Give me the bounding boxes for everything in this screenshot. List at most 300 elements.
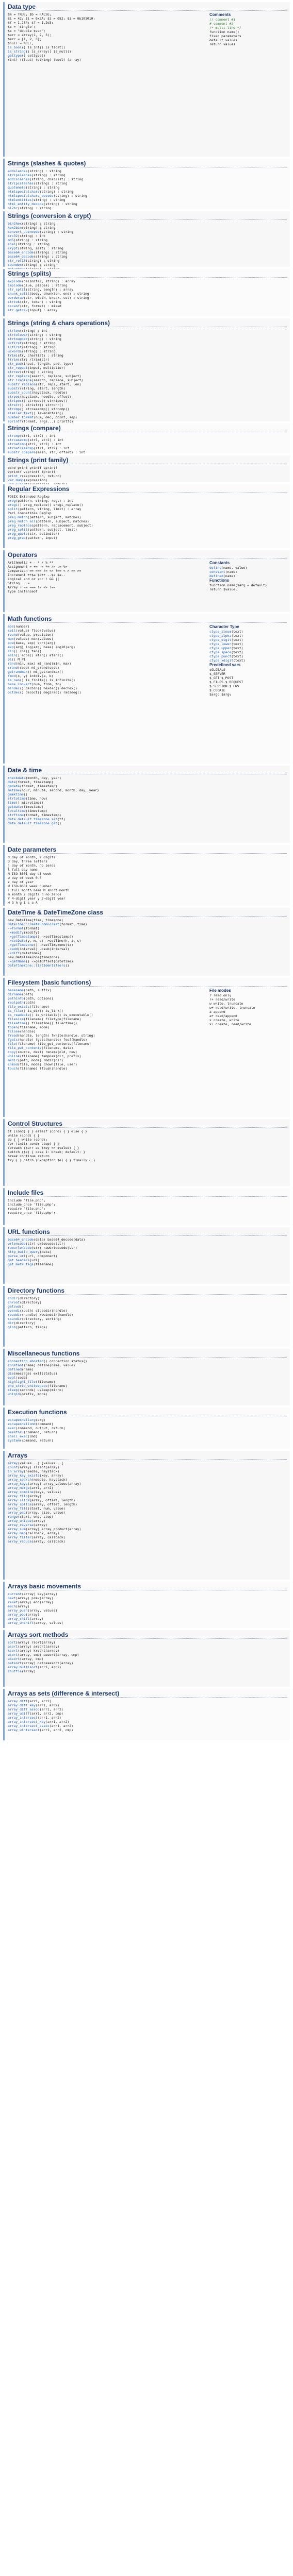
code-line: range(start, end, step) <box>8 1515 54 1519</box>
code-line: r+ read/write <box>209 997 236 1002</box>
code-line: array_fill(start, num, value) <box>8 1506 66 1511</box>
section-title: Strings (slashes & quotes) <box>8 160 287 167</box>
code-line: highlight_file(filename) <box>8 1380 56 1384</box>
code-line: uksort(array, cmp) <box>8 1657 44 1661</box>
code-line: Assignment = += -= *= /= .= %= <box>8 565 68 569</box>
code-line: date_default_timezone_get() <box>8 821 61 825</box>
code-line: scandir(directory, sorting) <box>8 1317 61 1321</box>
code-line: strtoupper(string) : string <box>8 337 61 341</box>
code-line: var_dump(expression) <box>8 478 47 482</box>
code-line: # comment #2 <box>209 22 234 26</box>
left-column <box>8 1296 287 1329</box>
code-line: bindec() decbin() hexdec() dechex() <box>8 686 77 690</box>
code-line: w write, truncate <box>209 1002 243 1006</box>
code-line: gmdate(format, timestamp) <box>8 784 58 788</box>
code-line: foreach ($arr as $key => $value) { } <box>8 1146 79 1150</box>
code-line: try { } catch (Exception $e) { } finally { } <box>8 1158 95 1162</box>
code-line: opendir(path) closedir(handle) <box>8 1309 68 1313</box>
code-line: ctype_lower(text) <box>209 642 243 646</box>
code-line: ctype_digit(text) <box>209 638 243 642</box>
code-line: array_filter(array, callback) <box>8 1535 66 1539</box>
left-column <box>8 988 206 1071</box>
code-line: DateTimeZone::listIdentifiers() <box>8 963 70 968</box>
code-line: wordwrap(str, width, break, cut) : string <box>8 296 89 300</box>
code-line: ereg(pattern, string, regs) : int <box>8 499 73 503</box>
code-line: php_strip_whitespace(filename) <box>8 1384 68 1388</box>
section-title: Strings (conversion & crypt) <box>8 212 287 220</box>
code-line: ctype_alpha(text) <box>209 634 243 638</box>
section-control-structures <box>3 1119 290 1186</box>
code-line: preg_quote(str, delimiter) <box>8 532 60 536</box>
right-column <box>209 624 287 697</box>
code-line: do { } while (cond); <box>8 1138 47 1142</box>
code-line: Constants <box>209 561 230 565</box>
code-line: array_push(array, values) <box>8 1608 58 1613</box>
section-date-time <box>3 766 290 843</box>
section-strings-conversion-crypt <box>3 211 290 267</box>
code-line: gmmktime() <box>8 792 28 796</box>
code-line: l full day name <box>8 868 38 872</box>
code-line: sha1(string) : string <box>8 242 50 246</box>
code-line: array_intersect(arr1, arr2) <box>8 1716 61 1720</box>
code-line: while (cond) { } <box>8 1133 40 1138</box>
code-line: H G h g i s a A <box>8 901 38 905</box>
left-column <box>8 1640 287 1673</box>
code-line: /* multi-line */ <box>209 26 241 30</box>
left-column <box>8 222 287 271</box>
left-column <box>8 1699 287 1732</box>
code-line: z day of year <box>8 880 34 884</box>
code-line: $arr = array(1, 2, 3); <box>8 33 52 37</box>
code-line: strlen(string) : int <box>8 329 47 333</box>
code-line: base64_encode(data) base64_decode(data) <box>8 1238 86 1242</box>
code-line: pathinfo(path, options) <box>8 996 54 1001</box>
code-line: F full month name M short month <box>8 888 70 892</box>
right-column <box>209 988 287 1071</box>
code-line: array(values...) [values...] <box>8 1461 63 1465</box>
code-line: array_reverse(array) <box>8 1523 47 1527</box>
code-line: ->add(interval) ->sub(interval) <box>8 947 70 951</box>
code-line: quotemeta(string) : string <box>8 185 60 190</box>
code-line: fmod(x, y) intdiv(a, b) <box>8 674 54 678</box>
code-line: m month 2 digits n no zeros <box>8 892 61 896</box>
code-line: return values <box>209 42 236 46</box>
code-line: date_default_timezone_set(tz) <box>8 817 66 821</box>
code-line: Functions <box>209 578 230 583</box>
right-column <box>209 12 287 62</box>
code-line: defined(name) <box>8 1367 34 1371</box>
section-title: Filesystem (basic functions) <box>8 979 287 987</box>
code-line: similar_text() levenshtein() <box>8 411 63 415</box>
code-line: sin() cos() tan() <box>8 649 42 653</box>
code-line: substr_replace(str, repl, start, len) <box>8 382 82 386</box>
code-line: array_unshift(array, values) <box>8 1621 63 1625</box>
code-line: fgets(handle) fgetc(handle) feof(handle) <box>8 1038 87 1042</box>
code-line: new DateTime(time, timezone) <box>8 918 63 922</box>
code-line: stripslashes(string) : string <box>8 173 66 177</box>
section-operators <box>3 550 290 612</box>
code-line: base64_encode(string) : string <box>8 250 68 255</box>
section-title: Arrays as sets (difference & intersect) <box>8 1690 287 1698</box>
code-line: filesize(filename) filetype(filename) <box>8 1017 82 1021</box>
code-line: ctype_upper(text) <box>209 646 243 650</box>
section-strings-compare <box>3 423 290 453</box>
code-line: mkdir(path, mode) rmdir(dir) <box>8 1058 63 1062</box>
code-line: break continue return <box>8 1154 50 1158</box>
section-datetime-datetimezone-class <box>3 908 290 976</box>
code-line: ->diff(datetime2) <box>8 951 42 955</box>
code-line: String . .= <box>8 581 30 585</box>
code-line: chroot(directory) <box>8 1300 42 1304</box>
left-column <box>8 1461 287 1544</box>
code-line: Y 4-digit year y 2-digit year <box>8 896 66 901</box>
code-line: file_exists(filename) <box>8 1005 50 1009</box>
code-line: getcwd() <box>8 1304 24 1309</box>
code-line: substr_compare(main, str, offset) : int <box>8 450 86 454</box>
left-column <box>8 329 287 423</box>
code-line: vprintf vsprintf fprintf <box>8 470 56 474</box>
left-column <box>8 1359 287 1396</box>
code-line: w day of week 0-6 <box>8 876 42 880</box>
code-line: ->modify(modify) <box>8 930 40 935</box>
code-line: max(values) min(values) <box>8 637 54 641</box>
code-line: $f = 1.234; $f = 1.2e3; <box>8 21 54 25</box>
code-line: implode(glue, pieces) : string <box>8 283 68 287</box>
code-line: array_splice(array, offset, length) <box>8 1502 77 1506</box>
section-arrays-sort-methods <box>3 1630 290 1687</box>
code-line: preg_split(pattern, subject, limit) <box>8 528 77 532</box>
code-line: srand(seed) mt_srand(seed) <box>8 666 60 670</box>
code-line: echo print printf sprintf <box>8 466 58 470</box>
code-line: constant(name) define(name, value) <box>8 1363 75 1367</box>
code-line: base64_decode(string) : string <box>8 255 68 259</box>
code-line: array_combine(keys, values) <box>8 1490 61 1494</box>
code-line: substr_count(haystack, needle) <box>8 391 68 395</box>
code-line: urlencode(str) urldecode(str) <box>8 1242 66 1246</box>
code-line: preg_match(pattern, subject, matches) <box>8 515 82 519</box>
code-line: pow(base, exp) sqrt(arg) <box>8 641 56 645</box>
code-line: shell_exec(cmd) <box>8 1434 38 1438</box>
section-filesystem-basic-functions <box>3 978 290 1117</box>
code-line: str_ireplace(search, replace, subject) <box>8 378 84 382</box>
code-line: date(format, timestamp) <box>8 780 54 784</box>
code-line: addcslashes(string, charlist) : string <box>8 177 84 181</box>
code-line: ctype_space(text) <box>209 650 243 654</box>
code-line: rand(min, max) mt_rand(min, max) <box>8 662 72 666</box>
code-line: readdir(handle) rewinddir(handle) <box>8 1313 73 1317</box>
section-title: Control Structures <box>8 1120 287 1128</box>
section-strings-print-family <box>3 455 290 482</box>
code-line: array_reduce(array, callback) <box>8 1539 66 1544</box>
code-line: rawurlencode(str) rawurldecode(str) <box>8 1246 77 1250</box>
code-line: array_map(callback, array) <box>8 1531 60 1535</box>
code-line: dir(directory) <box>8 1321 36 1325</box>
code-line: ->format(format) <box>8 926 40 930</box>
code-line: $s = "double $var"; <box>8 29 46 33</box>
section-strings-splits <box>3 269 290 316</box>
code-line: mktime(hour, minute, second, month, day, year) <box>8 788 99 792</box>
code-line: array_multisort(arr1, arr2) <box>8 1665 61 1669</box>
left-column <box>8 495 287 540</box>
code-line: array_uintersect(arr1, arr2, cmp) <box>8 1728 73 1732</box>
code-line: exp(arg) log(arg, base) log10(arg) <box>8 645 75 649</box>
section-url-functions <box>3 1227 290 1284</box>
code-line: fread(handle, length) fwrite(handle, string) <box>8 1033 95 1038</box>
code-line: count(array) sizeof(array) <box>8 1465 60 1469</box>
code-line: stripos() strrpos() strripos() <box>8 399 68 403</box>
code-line: $_SESSION $_ENV <box>209 684 239 688</box>
code-line: File modes <box>209 988 231 993</box>
section-title: DateTime & DateTimeZone class <box>8 909 287 917</box>
code-line: system(command, return) <box>8 1438 54 1443</box>
code-line: Comments <box>209 12 231 17</box>
code-line: strnatcmp(str1, str2) : int <box>8 442 61 446</box>
code-line: escapeshellarg(arg) <box>8 1418 46 1422</box>
code-line: localtime(timestamp) <box>8 809 47 813</box>
code-line: print_r(expression, return) <box>8 474 61 478</box>
left-column <box>8 434 287 454</box>
code-line: asort(array) arsort(array) <box>8 1645 60 1649</box>
left-column <box>8 561 206 594</box>
code-line: pi() M_PI <box>8 657 26 662</box>
code-line: ->setDate(y, m, d) ->setTime(h, i, s) <box>8 939 82 943</box>
code-line: defined(name) <box>209 574 236 578</box>
code-line: get_headers(url) <box>8 1258 40 1262</box>
code-line: escapeshellcmd(command) <box>8 1422 54 1426</box>
code-line: function name($arg = default) <box>209 583 267 587</box>
code-line: natsort(array) natcasesort(array) <box>8 1661 73 1665</box>
code-line: abs(number) <box>8 624 30 629</box>
code-line: preg_match_all(pattern, subject, matches) <box>8 519 89 523</box>
code-line: $_SERVER <box>209 672 225 676</box>
code-line: $a = TRUE; $b = FALSE; <box>8 12 52 16</box>
code-line: function name() <box>209 30 239 34</box>
code-line: x+ create, read/write <box>209 1022 251 1026</box>
code-line: include_once 'file.php'; <box>8 1202 56 1207</box>
left-column <box>8 169 287 210</box>
code-line: switch ($x) { case 1: break; default: } <box>8 1150 86 1154</box>
code-line: gettype() settype() <box>8 54 46 58</box>
section-title: Arrays sort methods <box>8 1631 287 1639</box>
section-execution-functions <box>3 1408 290 1449</box>
code-line: base_convert(num, from, to) <box>8 682 61 686</box>
code-line: array_unique(array) <box>8 1519 46 1523</box>
left-column <box>8 279 287 312</box>
code-line: W ISO-8601 week number <box>8 884 52 888</box>
code-line: basename(path, suffix) <box>8 988 52 992</box>
code-line: sort(array) rsort(array) <box>8 1640 56 1645</box>
code-line: $s = 'single'; <box>8 25 36 29</box>
code-line: Perl Compatible RegExp <box>8 511 52 515</box>
code-line: dirname(path) <box>8 992 34 996</box>
code-line: a append <box>209 1010 225 1014</box>
code-line: convert_uuencode(string) : string <box>8 230 73 234</box>
code-line: crc32(string) : int <box>8 234 46 238</box>
code-line: nl2br(string) : string <box>8 206 52 210</box>
code-line: array_pad(array, size, value) <box>8 1511 66 1515</box>
code-line: asin() acos() atan() atan2() <box>8 653 63 657</box>
section-title: Miscellaneous functions <box>8 1350 287 1358</box>
code-line: ->getName() ->getOffset(datetime) <box>8 959 73 963</box>
code-line: str_pad(input, length, pad, type) <box>8 362 73 366</box>
code-line: Character Type <box>209 624 239 629</box>
code-line: $_FILES $_REQUEST <box>209 680 243 684</box>
code-line: array_key_exists(key, array) <box>8 1473 63 1478</box>
section-title: Date parameters <box>8 846 287 854</box>
code-line: array_merge(arr1, arr2) <box>8 1486 54 1490</box>
code-line: D day, three letters <box>8 859 47 863</box>
code-line: ksort(array) krsort(array) <box>8 1649 60 1653</box>
code-line: array_udiff(arr1, arr2, cmp) <box>8 1711 63 1716</box>
code-line: array_intersect_key(arr1, arr2) <box>8 1720 70 1724</box>
code-line: ctype_alnum(text) <box>209 630 243 634</box>
code-line: str_getcsv(input) : array <box>8 308 58 312</box>
code-line: htmlentities(string) : string <box>8 198 66 202</box>
code-line: checkdate(month, day, year) <box>8 776 61 780</box>
code-line: array_sum(array) array_product(array) <box>8 1527 82 1531</box>
code-line: octdec() decoct() deg2rad() rad2deg() <box>8 690 82 694</box>
code-line: strcmp(str1, str2) : int <box>8 434 56 438</box>
section-title: Operators <box>8 551 287 559</box>
code-line: split(pattern, string, limit) : array <box>8 507 82 511</box>
code-line: new DateTimeZone(timezone) <box>8 955 60 959</box>
code-line: $arr = [1, 2, 3]; <box>8 37 42 41</box>
code-line: get_meta_tags(filename) <box>8 1262 54 1266</box>
code-line: Arithmetic + - * / % ** <box>8 561 54 565</box>
section-arrays-basic-movements <box>3 1582 290 1628</box>
section-include-files <box>3 1188 290 1225</box>
code-line: substr(string, start, length) <box>8 386 66 391</box>
code-line: Type instanceof <box>8 589 38 594</box>
code-line: $null = NULL; <box>8 41 34 45</box>
code-line: number_format(num, dec, point, sep) <box>8 415 77 419</box>
code-line: passthru(command, return) <box>8 1430 58 1434</box>
code-line: array_search(needle, haystack) <box>8 1478 68 1482</box>
code-line: ->getTimezone() ->setTimezone(tz) <box>8 943 73 947</box>
right-column <box>209 561 287 594</box>
code-line: strftime(format, timestamp) <box>8 813 61 817</box>
code-line: default values <box>209 38 237 42</box>
left-column <box>8 624 206 697</box>
left-column <box>8 918 287 968</box>
code-line: strstr() stristr() strrchr() <box>8 403 63 407</box>
section-title: Math functions <box>8 615 287 623</box>
code-line: htmlspecialchars_decode(string) : string <box>8 194 87 198</box>
section-math-functions <box>3 614 290 764</box>
section-strings-string-chars-operations <box>3 318 290 421</box>
section-title: Strings (print family) <box>8 456 287 464</box>
code-line: connection_aborted() connection_status() <box>8 1359 87 1363</box>
code-line: parse_url(url, component) <box>8 1254 58 1258</box>
code-line: crypt(string, salt) : string <box>8 246 63 250</box>
left-column <box>8 1198 287 1215</box>
code-line: str_repeat(input, multiplier) <box>8 366 66 370</box>
code-line: preg_replace(pattern, replacement, subject) <box>8 523 93 528</box>
code-line: Predefined vars <box>209 663 241 667</box>
section-title: Strings (compare) <box>8 425 287 432</box>
code-line: hex2bin(string) : string <box>8 226 56 230</box>
code-line: Comparison == === != <> !== < > <= >= <box>8 569 82 573</box>
code-line: d day of month, 2 digits <box>8 855 56 859</box>
left-column <box>8 1592 287 1625</box>
code-line: uniqid(prefix, more) <box>8 1392 47 1396</box>
code-line: is_bool() is_int() is_float() <box>8 45 66 49</box>
code-line: lcfirst(string) : string <box>8 345 56 349</box>
code-line: Logical and or xor ! && || <box>8 577 60 581</box>
code-line: array_intersect_assoc(arr1, arr2) <box>8 1724 73 1728</box>
code-line: exec(command, output, return) <box>8 1426 66 1430</box>
code-line: html_entity_decode(string) : string <box>8 202 77 206</box>
code-line: str_rot13(string) : string <box>8 259 60 263</box>
code-line: ucfirst(string) : string <box>8 341 56 345</box>
code-line: include 'file.php'; <box>8 1198 46 1202</box>
section-regular-expressions <box>3 484 290 548</box>
code-line: file_put_contents(filename, data) <box>8 1046 73 1050</box>
section-strings-slashes-quotes <box>3 159 290 209</box>
code-line: ctype_xdigit(text) <box>209 658 246 663</box>
code-line: strtolower(string) : string <box>8 333 61 337</box>
code-line: require 'file.php'; <box>8 1207 46 1211</box>
section-title: Arrays <box>8 1452 287 1460</box>
code-line: htmlspecialchars(string) : string <box>8 190 73 194</box>
code-line: return $value; <box>209 587 237 591</box>
section-title: Include files <box>8 1189 287 1197</box>
code-line: file(filename) file_get_contents(filename) <box>8 1042 91 1046</box>
code-line: ltrim(str) rtrim(str) <box>8 358 50 362</box>
code-line: array_diff_key(arr1, arr2) <box>8 1703 60 1707</box>
code-line: x create, write <box>209 1018 239 1022</box>
code-line: eval(code) <box>8 1376 28 1380</box>
left-column <box>8 776 287 825</box>
code-line: strnatcasecmp(str1, str2) : int <box>8 446 70 450</box>
section-date-parameters <box>3 845 290 906</box>
section-directory-functions <box>3 1286 290 1347</box>
code-line: getrandmax() mt_getrandmax() <box>8 670 63 674</box>
code-line: current(array) key(array) <box>8 1592 58 1596</box>
code-line: next(array) prev(array) <box>8 1596 54 1600</box>
code-line: array_diff_assoc(arr1, arr2) <box>8 1707 63 1711</box>
section-title: Directory functions <box>8 1287 287 1295</box>
code-line: ucwords(string) : string <box>8 349 56 353</box>
code-line: soundex(string) : string <box>8 263 56 267</box>
code-line: constant(name) <box>209 570 237 574</box>
section-title: Strings (string & chars operations) <box>8 319 287 327</box>
code-line: die(message) exit(status) <box>8 1371 58 1376</box>
code-line: shuffle(array) <box>8 1669 36 1673</box>
code-line: define(name, value) <box>209 566 248 570</box>
code-line: is_string() is_array() is_null() <box>8 49 72 54</box>
code-line: realpath(path) <box>8 1001 36 1005</box>
code-line: preg_grep(pattern, input) <box>8 536 58 540</box>
code-line: usort(array, cmp) uasort(array, cmp) <box>8 1653 79 1657</box>
code-line: unlink(filename) tempnam(dir, prefix) <box>8 1054 82 1058</box>
left-column <box>8 1238 287 1266</box>
code-line: trim(str, charlist) : string <box>8 353 63 358</box>
left-column <box>8 12 206 62</box>
code-line: is_nan() is_finite() is_infinite() <box>8 678 75 682</box>
left-column <box>8 1418 287 1443</box>
section-title: Arrays basic movements <box>8 1583 287 1590</box>
section-title: Strings (splits) <box>8 270 287 278</box>
code-line: explode(delimiter, string) : array <box>8 279 75 283</box>
code-line: fixed parameters <box>209 34 241 38</box>
code-line: array_flip(array) <box>8 1494 42 1498</box>
code-line: chmod(file, mode) chown(file, user) <box>8 1062 77 1066</box>
code-line: fileatime() filemtime() filectime() <box>8 1021 77 1025</box>
code-line: fopen(filename, mode) <box>8 1025 50 1029</box>
code-line: bin2hex(string) : string <box>8 222 56 226</box>
left-column <box>8 855 287 905</box>
